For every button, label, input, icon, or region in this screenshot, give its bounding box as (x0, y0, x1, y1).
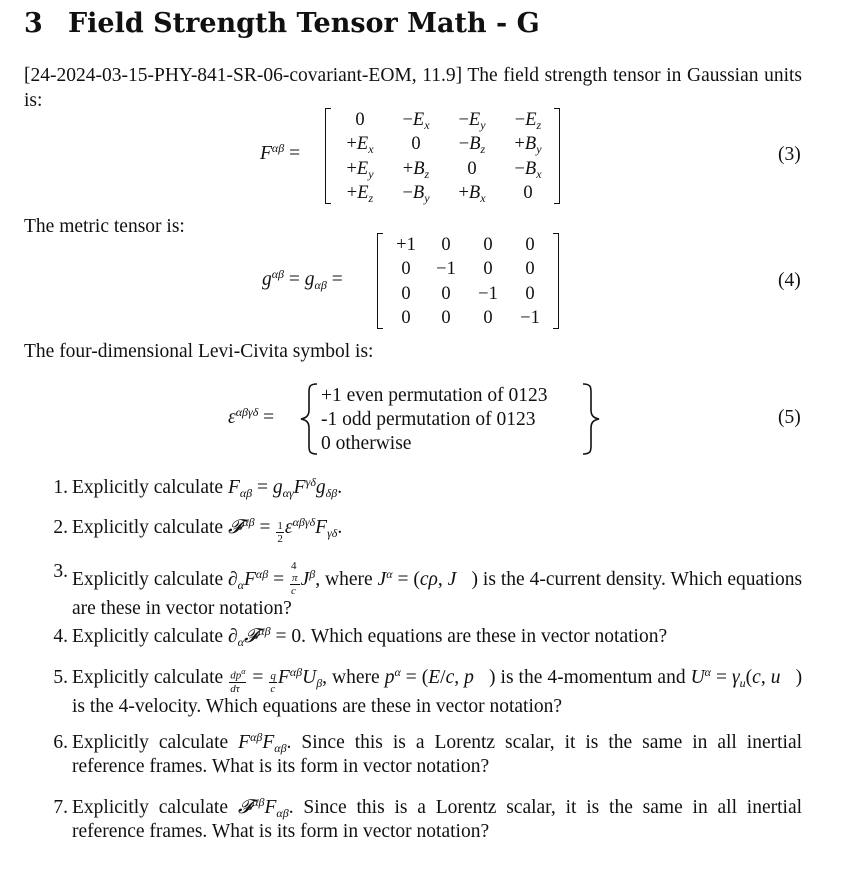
field-tensor-cell: 0 (355, 109, 365, 130)
metric-cell: 0 (525, 259, 535, 280)
field-tensor-cell: $-E_x$ (402, 109, 430, 132)
section-title: Field Strength Tensor Math - G (68, 8, 540, 39)
metric-cell: 0 (525, 234, 535, 255)
field-tensor-row (332, 157, 556, 182)
metric-matrix (377, 233, 559, 329)
metric-intro: The metric tensor is: (24, 216, 185, 237)
metric-cell: 0 (441, 308, 451, 329)
case-even: +1 even permutation of 0123 (321, 385, 548, 406)
right-brace-icon (580, 382, 602, 456)
list-item-7: 7. Explicitly calculate $𝓕^{\alpha\beta}F_{\alpha\beta}$. Since this is a Lorentz scalar, it is the same in all inertial reference frames. What is its form in vector notation? (53, 795, 803, 842)
field-tensor-cell: $-E_y$ (458, 109, 486, 132)
field-tensor-cell: 0 (523, 183, 533, 204)
list-item-1: 1. Explicitly calculate $F_{\alpha\beta} = g_{\alpha\gamma}F^{\gamma\delta}g_{\delta\beta}$. (53, 475, 343, 500)
metric-row (386, 307, 550, 332)
metric-cell: 0 (401, 283, 411, 304)
field-tensor-cell: $-E_z$ (514, 109, 542, 132)
list-item-4: 4. Explicitly calculate $\partial_\alpha 𝓕^{\alpha\beta} = 0$. Which equations are these in vector notation? (53, 624, 668, 649)
left-brace-icon (298, 382, 320, 456)
field-tensor-row (332, 182, 556, 207)
eq4-label: (4) (778, 270, 801, 291)
metric-row (386, 258, 550, 283)
list-item-5: 5. Explicitly calculate $\frac{dp^\alpha}{d\tau}$ = $\frac{q}{c}$ $F^{\alpha\beta}U_\beta$, where $p^\alpha = (E/c$, p⃗) is the 4-momentum and $U^\alpha = \gamma_u(c$, u⃗) is the 4-velocity. Which equations are these in vector notation? (53, 665, 803, 717)
metric-cell: 0 (401, 259, 411, 280)
field-tensor-cell: $+E_x$ (346, 134, 374, 157)
metric-cell: 0 (525, 283, 535, 304)
eq4-lhs: $g^{\alpha\beta} = g_{\alpha\beta}$ = (262, 267, 343, 292)
eq3-label: (3) (778, 144, 801, 165)
field-tensor-cell: 0 (467, 158, 477, 179)
metric-row (386, 282, 550, 307)
field-tensor-cell: $+E_y$ (346, 158, 374, 181)
field-tensor-cell: $+B_y$ (514, 134, 542, 157)
field-tensor-row (332, 108, 556, 133)
metric-cell: 0 (483, 308, 493, 329)
field-tensor-cell: $+E_z$ (346, 183, 374, 206)
section-number: 3 (24, 8, 43, 39)
metric-cell: −1 (436, 259, 456, 280)
metric-cell: −1 (478, 283, 498, 304)
case-odd: -1 odd permutation of 0123 (321, 409, 536, 430)
field-tensor-cell: $+B_x$ (458, 183, 486, 206)
eq5-label: (5) (778, 407, 801, 428)
metric-table (386, 233, 550, 331)
field-tensor-cell: $-B_y$ (402, 183, 430, 206)
list-item-3: 3. Explicitly calculate $\partial_\alpha F^{\alpha\beta}$ = 4 π c $J^\beta$, where $J^\alpha = (c\rho$, J⃗) is the 4-current density. Which equations are these in vector notation? (53, 560, 803, 619)
field-tensor-matrix (325, 108, 560, 204)
section-heading (24, 8, 540, 39)
field-tensor-cell: $-B_x$ (514, 158, 542, 181)
eq5-lhs: $\varepsilon^{\alpha\beta\gamma\delta}$ = (228, 405, 275, 428)
case-otherwise: 0 otherwise (321, 433, 412, 454)
list-item-6: 6. Explicitly calculate $F^{\alpha\beta}F_{\alpha\beta}$. Since this is a Lorentz scalar, it is the same in all inertial reference frames. What is its form in vector notation? (53, 730, 803, 777)
metric-cell: −1 (520, 308, 540, 329)
metric-cell: 0 (441, 283, 451, 304)
metric-cell: 0 (483, 259, 493, 280)
field-tensor-cell: $-B_z$ (458, 134, 486, 157)
metric-cell: 0 (483, 234, 493, 255)
field-tensor-cell: $+B_z$ (402, 158, 430, 181)
metric-cell: 0 (401, 308, 411, 329)
metric-row (386, 233, 550, 258)
levi-intro: The four-dimensional Levi-Civita symbol is: (24, 341, 374, 362)
levi-civita-cases (321, 384, 548, 456)
eq3-lhs: $F^{\alpha\beta}$ = (260, 141, 301, 164)
field-tensor-cell: 0 (411, 134, 421, 155)
metric-cell: +1 (396, 234, 416, 255)
metric-cell: 0 (441, 234, 451, 255)
field-tensor-table (332, 108, 556, 206)
intro-paragraph: [24-2024-03-15-PHY-841-SR-06-covariant-EOM, 11.9] The field strength tensor in Gaussian units is: (24, 65, 802, 111)
field-tensor-row (332, 133, 556, 158)
list-item-2: 2. Explicitly calculate 𝓕$^{\alpha\beta}$ = $\frac{1}{2}$ $\varepsilon^{\alpha\beta\gamma\delta}F_{\gamma\delta}$. (53, 515, 343, 545)
